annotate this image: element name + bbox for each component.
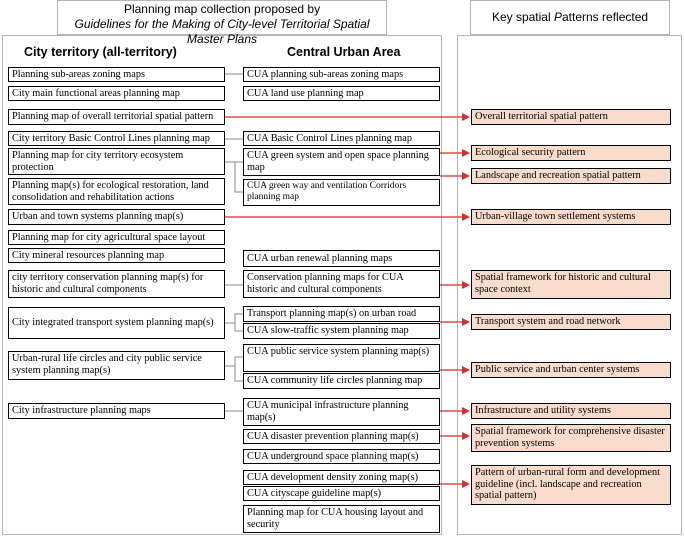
cua-map-box: CUA public service system planning map(s) bbox=[243, 344, 440, 372]
city-map-box: Planning map of overall territorial spatial pattern bbox=[8, 109, 225, 125]
cua-map-box: CUA planning sub-areas zoning maps bbox=[243, 67, 440, 82]
cua-map-box: Transport planning map(s) on urban road bbox=[243, 306, 440, 322]
cua-map-box: CUA green way and ventilation Corridors planning map bbox=[243, 179, 440, 206]
connector-public-service bbox=[225, 357, 243, 366]
cua-map-box: Conservation planning maps for CUA historic and cultural components bbox=[243, 270, 440, 298]
city-map-box: City mineral resources planning map bbox=[8, 248, 225, 263]
city-map-box: Urban and town systems planning map(s) bbox=[8, 209, 225, 225]
pattern-box: Overall territorial spatial pattern bbox=[471, 109, 671, 125]
pattern-box: Infrastructure and utility systems bbox=[471, 403, 671, 419]
pattern-box: Urban-village town settlement systems bbox=[471, 209, 671, 225]
city-map-box: Planning map(s) for ecological restoration, land consolidation and rehabilitation actions bbox=[8, 178, 225, 205]
cua-map-box: CUA development density zoning map(s) bbox=[243, 470, 440, 485]
cua-column-header: Central Urban Area bbox=[287, 45, 401, 59]
cua-map-box: CUA green system and open space planning map bbox=[243, 148, 440, 176]
right-title-prefix: Key spatial bbox=[491, 10, 554, 24]
pattern-box: Ecological security pattern bbox=[471, 145, 671, 161]
city-map-box: City main functional areas planning map bbox=[8, 86, 225, 101]
connector-transport-slow bbox=[235, 323, 243, 331]
left-title-line2: Guidelines for the Making of City-level Territorial Spatial Master Plans bbox=[74, 17, 370, 46]
city-map-box: City territory Basic Control Lines planning map bbox=[8, 131, 225, 146]
cua-map-box: CUA underground space planning map(s) bbox=[243, 449, 440, 464]
city-map-box: City integrated transport system planning map(s) bbox=[8, 307, 225, 339]
cua-map-box: Planning map for CUA housing layout and security bbox=[243, 505, 440, 533]
cua-map-box: CUA cityscape guideline map(s) bbox=[243, 486, 440, 501]
city-map-box: Planning sub-areas zoning maps bbox=[8, 67, 225, 82]
cua-map-box: CUA land use planning map bbox=[243, 86, 440, 101]
cua-map-box: CUA Basic Control Lines planning map bbox=[243, 131, 440, 146]
pattern-box: Spatial framework for comprehensive disaster prevention systems bbox=[471, 424, 671, 452]
cua-map-box: CUA disaster prevention planning map(s) bbox=[243, 429, 440, 444]
cua-map-box: CUA municipal infrastructure planning map(s) bbox=[243, 398, 440, 426]
right-title-suffix: atterns reflected bbox=[562, 10, 649, 24]
city-map-box: Urban-rural life circles and city public service system planning map(s) bbox=[8, 351, 225, 380]
cua-map-box: CUA community life circles planning map bbox=[243, 373, 440, 389]
pattern-box: Transport system and road network bbox=[471, 314, 671, 330]
connector-ecosystem-greenway bbox=[225, 162, 243, 192]
connector-life-circles bbox=[235, 366, 243, 381]
city-map-box: city territory conservation planning map(s) for historic and cultural components bbox=[8, 270, 225, 298]
gray-connectors bbox=[225, 74, 243, 411]
pattern-box: Spatial framework for historic and cultural space context bbox=[471, 270, 671, 299]
pattern-box: Public service and urban center systems bbox=[471, 362, 671, 378]
cua-map-box: CUA slow-traffic system planning map bbox=[243, 323, 440, 339]
city-column-header: City territory (all-territory) bbox=[24, 45, 177, 59]
pattern-box: Pattern of urban-rural form and development guideline (incl. landscape and recreation spatial pattern) bbox=[471, 465, 671, 505]
right-title-italic: P bbox=[553, 10, 562, 24]
connector-transport-road bbox=[225, 314, 243, 323]
city-map-box: Planning map for city agricultural space layout bbox=[8, 230, 225, 245]
city-map-box: City infrastructure planning maps bbox=[8, 403, 225, 419]
cua-map-box: CUA urban renewal planning maps bbox=[243, 250, 440, 267]
left-title-line1: Planning map collection proposed by bbox=[123, 2, 321, 16]
pattern-box: Landscape and recreation spatial pattern bbox=[471, 168, 671, 184]
city-map-box: Planning map for city territory ecosystem protection bbox=[8, 148, 225, 175]
